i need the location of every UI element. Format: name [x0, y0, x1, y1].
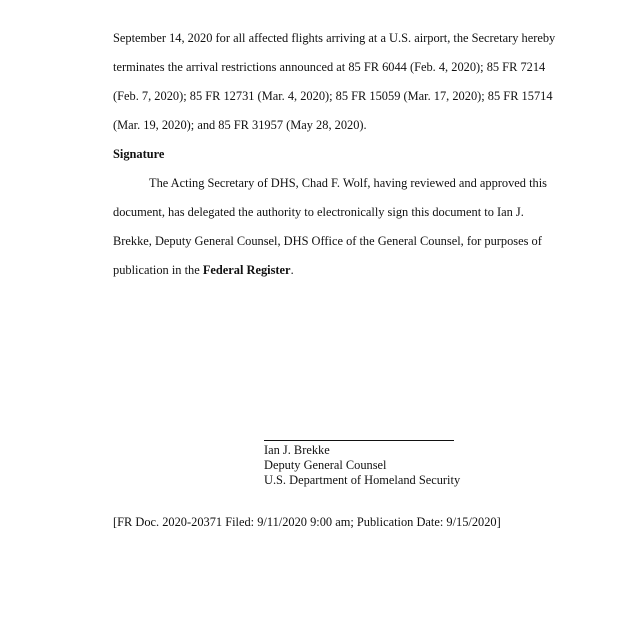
signature-heading: Signature: [113, 147, 165, 161]
paragraph2-line-4-suffix: .: [290, 263, 294, 277]
signer-organization: U.S. Department of Homeland Security: [264, 473, 461, 487]
paragraph1-line-3: (Feb. 7, 2020); 85 FR 12731 (Mar. 4, 2020); 85 FR 15059 (Mar. 17, 2020); 85 FR 15714: [113, 89, 553, 103]
signer-title: Deputy General Counsel: [264, 458, 387, 472]
paragraph2-line-4: [113, 262, 294, 278]
paragraph1-line-2: terminates the arrival restrictions announced at 85 FR 6044 (Feb. 4, 2020); 85 FR 7214: [113, 60, 546, 74]
federal-register-bold: Federal Register: [202, 263, 291, 277]
paragraph1-line-1: September 14, 2020 for all affected flights arriving at a U.S. airport, the Secretary hereby: [113, 31, 556, 45]
paragraph2-line-2: document, has delegated the authority to electronically sign this document to Ian J.: [113, 205, 524, 219]
fr-doc-footer: [FR Doc. 2020-20371 Filed: 9/11/2020 9:00 am; Publication Date: 9/15/2020]: [113, 515, 501, 529]
signature-rule: [264, 440, 454, 441]
paragraph2-line-4-prefix: publication in the: [113, 263, 203, 277]
paragraph2-line-1: The Acting Secretary of DHS, Chad F. Wolf, having reviewed and approved this: [149, 176, 547, 190]
signer-name: Ian J. Brekke: [264, 443, 330, 457]
paragraph1-line-4: (Mar. 19, 2020); and 85 FR 31957 (May 28, 2020).: [113, 118, 367, 132]
paragraph2-line-3: Brekke, Deputy General Counsel, DHS Office of the General Counsel, for purposes of: [113, 234, 542, 248]
